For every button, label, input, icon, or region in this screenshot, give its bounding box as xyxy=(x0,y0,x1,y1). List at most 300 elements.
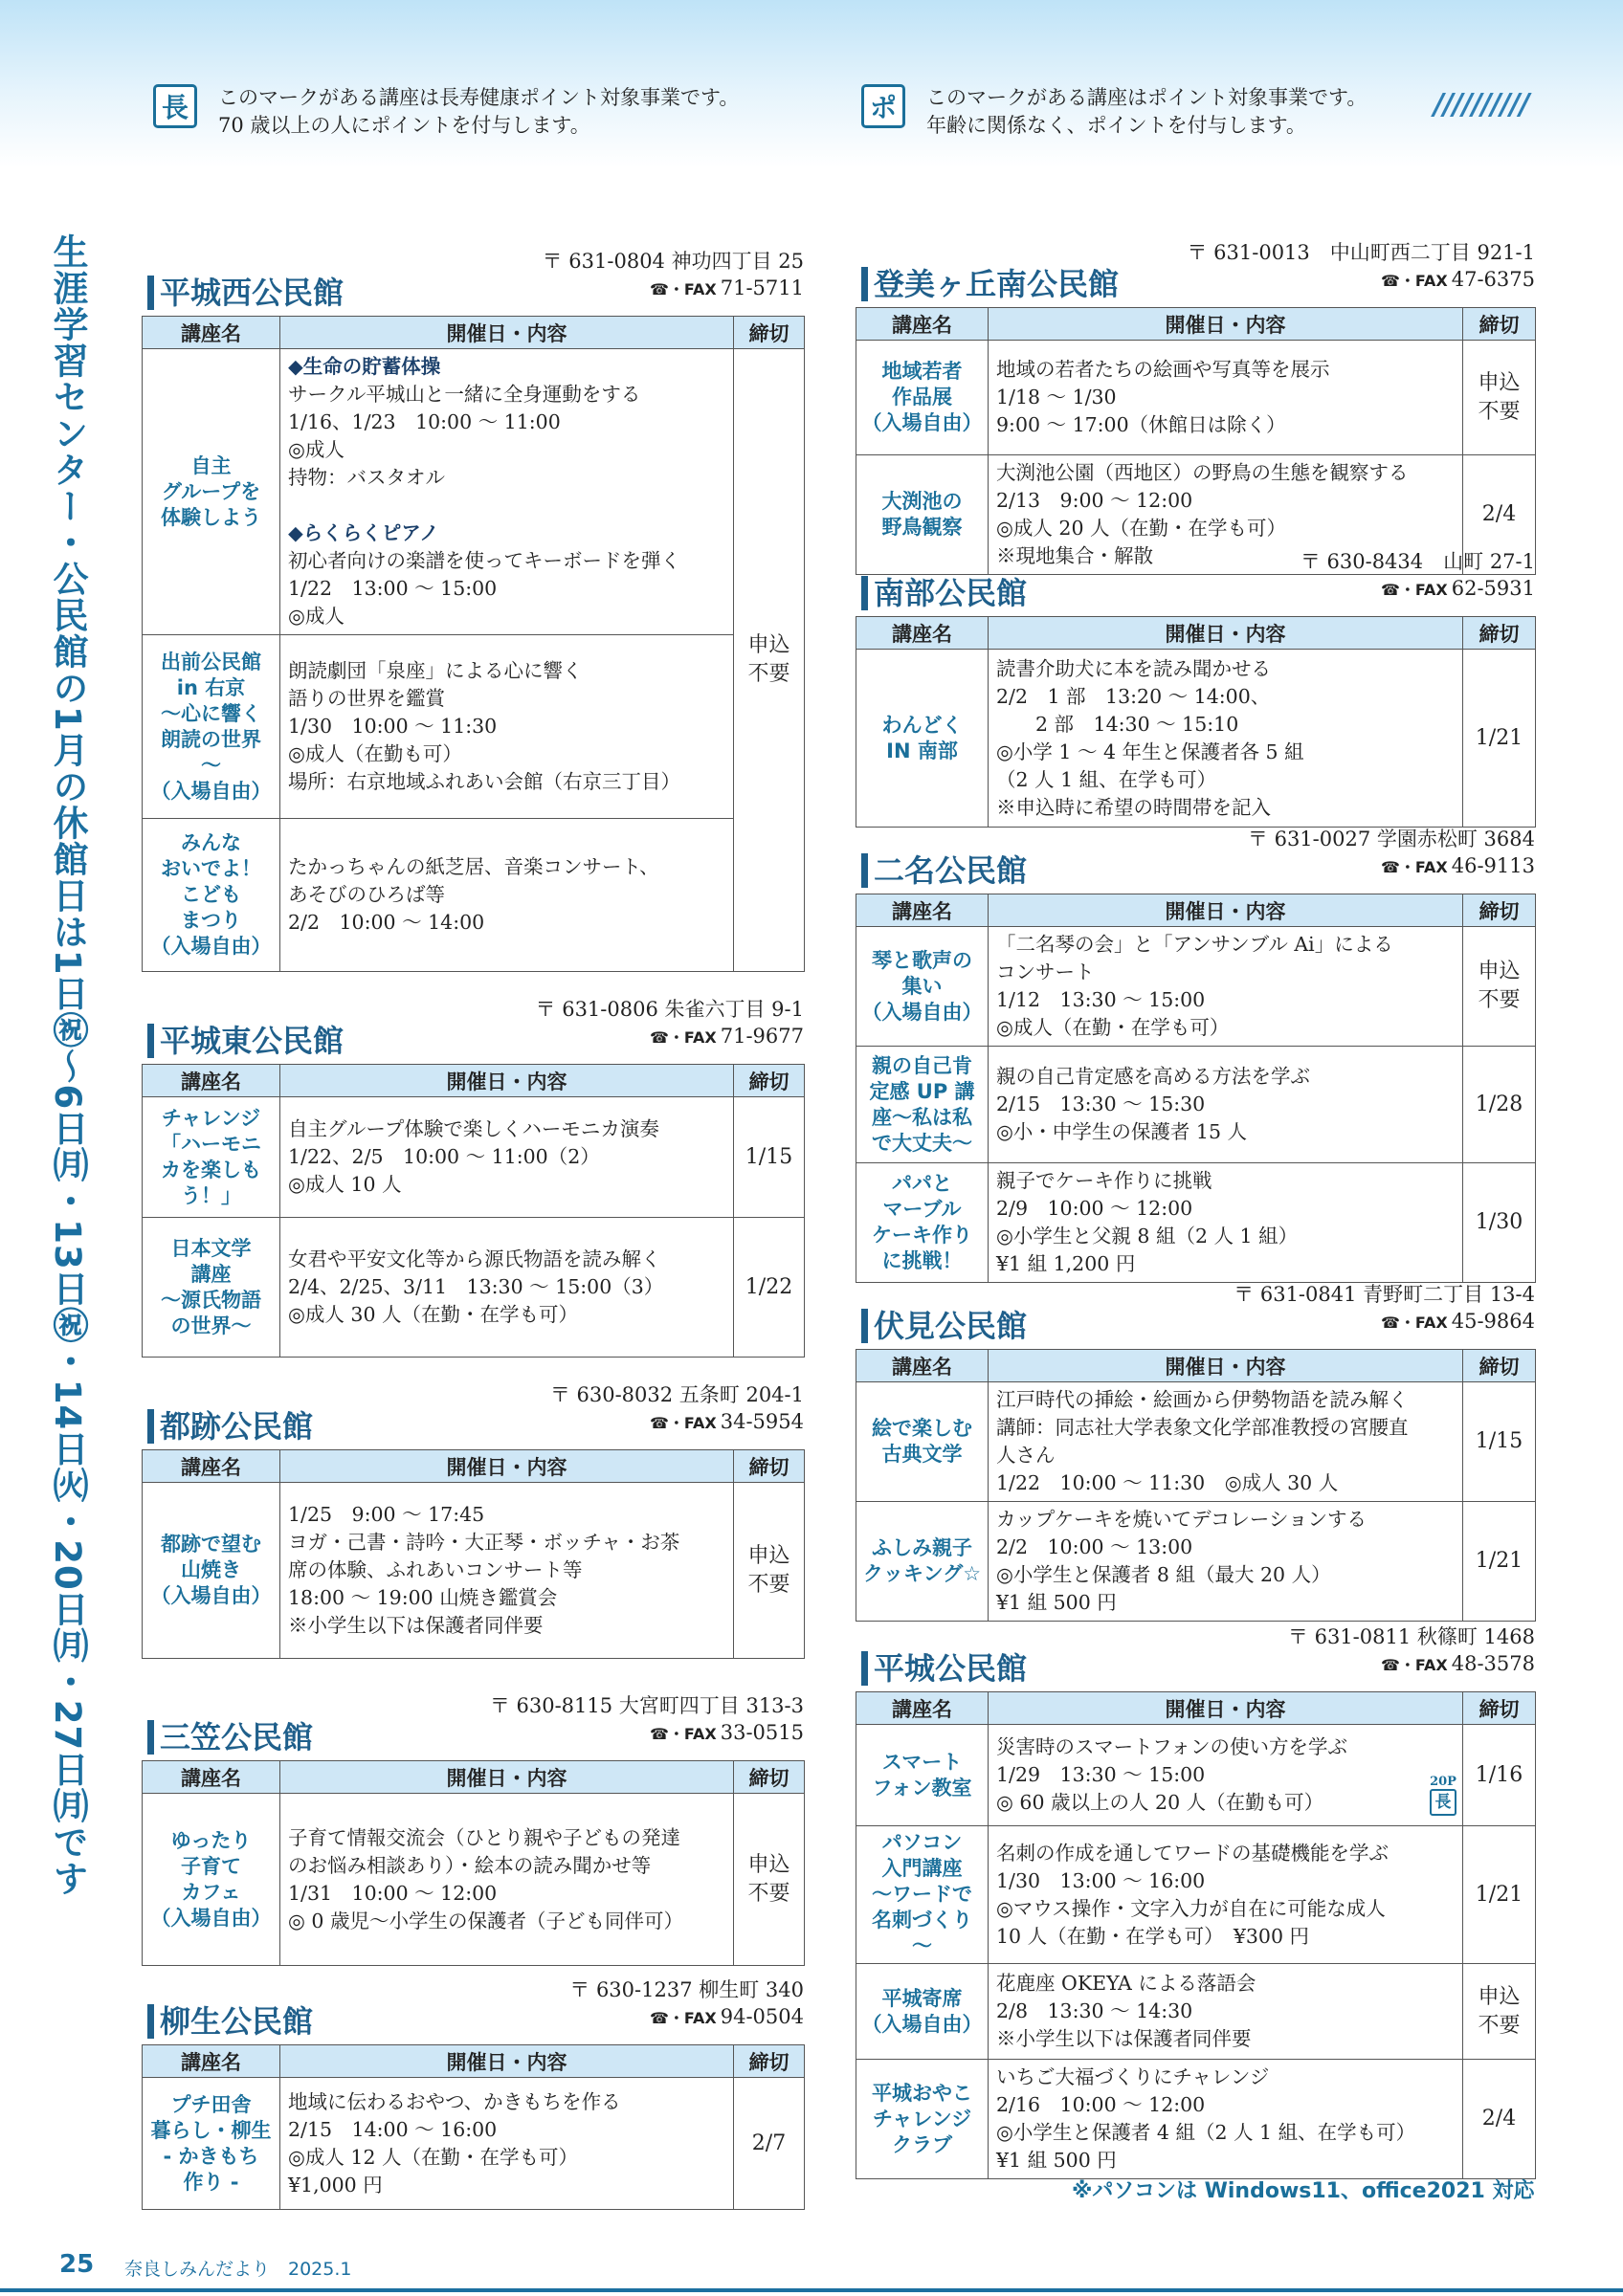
text-line: ◎小学生と保護者 8 組（最大 20 人） xyxy=(996,1563,1331,1586)
course-name xyxy=(143,1794,280,1966)
text-line: 集い xyxy=(901,974,943,998)
text-line: 山焼き xyxy=(181,1558,241,1581)
text-line: まつり xyxy=(181,909,241,932)
course-deadline xyxy=(1463,1382,1536,1502)
table-row xyxy=(143,635,805,819)
text-line: ◎ 60 歳以上の人 20 人（在勤も可） xyxy=(996,1791,1324,1814)
section-header xyxy=(142,1691,804,1760)
text-line: 朗読劇団「泉座」による心に響く xyxy=(288,659,583,682)
header-deadline: 締切 xyxy=(1463,308,1536,341)
text-line: カップケーキを焼いてデコレーションする xyxy=(996,1508,1367,1531)
text-line: ◎小学生と父親 8 組（2 人 1 組） xyxy=(996,1225,1299,1247)
header-course-name: 講座名 xyxy=(143,1761,280,1794)
text-line: 2/8 13:30 ～ 14:30 xyxy=(996,1999,1193,2022)
text-line: 江戸時代の挿絵・絵画から伊勢物語を読み解く xyxy=(996,1388,1409,1411)
table-row xyxy=(856,650,1536,828)
text-line: 2/2 10:00 ～ 14:00 xyxy=(288,911,485,934)
text-line: 座～私は私 xyxy=(872,1105,972,1129)
course-table xyxy=(142,1760,805,1966)
text-line: ¥1 組 500 円 xyxy=(996,2149,1117,2172)
legend-point-text xyxy=(926,84,1367,140)
text-line: 場所：右京地域ふれあい会館（右京三丁目） xyxy=(288,770,680,793)
text-line: 1/30 xyxy=(1475,1210,1523,1234)
header-deadline: 締切 xyxy=(734,317,805,349)
table-row xyxy=(143,819,805,972)
table-row xyxy=(143,349,805,635)
text-line: 災害時のスマートフォンの使い方を学ぶ xyxy=(996,1735,1347,1758)
section-header xyxy=(856,238,1535,307)
text-line: 不要 xyxy=(747,1572,790,1597)
text-line: 1/12 13:30 ～ 15:00 xyxy=(996,988,1206,1011)
table-row xyxy=(856,2060,1536,2179)
course-name xyxy=(143,1097,280,1218)
text-line: ◆生命の貯蓄体操 xyxy=(288,355,441,378)
section-tel xyxy=(1381,1651,1535,1678)
table-header-row xyxy=(143,1761,805,1794)
text-line: 1/16 xyxy=(1475,1762,1523,1787)
text-line: in 右京 xyxy=(176,675,246,699)
section-address: 〒 631-0013 中山町西二丁目 921-1 xyxy=(1187,241,1535,264)
header-date-content: 開催日・内容 xyxy=(989,1350,1463,1382)
text-line: ～心に響く xyxy=(161,701,261,725)
table-row xyxy=(143,2078,805,2210)
section-header xyxy=(856,825,1535,894)
center-section xyxy=(856,238,1535,575)
phone-fax-icon: ☎・FAX xyxy=(649,280,717,298)
text-line: 初心者向けの楽譜を使ってキーボードを弾く xyxy=(288,549,680,572)
course-deadline xyxy=(1463,650,1536,828)
header-date-content: 開催日・内容 xyxy=(280,1065,734,1097)
text-line: 2/15 13:30 ～ 15:30 xyxy=(996,1093,1206,1115)
section-address: 〒 631-0811 秋篠町 1468 xyxy=(1287,1625,1535,1648)
table-row xyxy=(143,1097,805,1218)
course-content xyxy=(989,1047,1463,1163)
text-line: 花鹿座 OKEYA による落語会 xyxy=(996,1972,1256,1995)
center-section xyxy=(856,547,1535,828)
text-line: あそびのひろば等 xyxy=(288,883,445,906)
text-line: 子育て xyxy=(181,1854,241,1878)
course-content xyxy=(989,341,1463,455)
center-section xyxy=(142,1380,804,1659)
text-line: クッキング☆ xyxy=(862,1562,982,1585)
text-line: 申込 xyxy=(1478,370,1521,395)
section-title: 三笠公民館 xyxy=(147,1720,313,1755)
course-name xyxy=(856,341,989,455)
text-line: 10 人（在勤・在学も可） ¥300 円 xyxy=(996,1924,1310,1948)
section-tel-number: 62-5931 xyxy=(1451,577,1535,600)
course-table xyxy=(856,1349,1536,1622)
table-row xyxy=(856,1964,1536,2060)
section-tel-number: 71-9677 xyxy=(720,1025,804,1048)
text-line: （入場自由） xyxy=(861,2012,983,2036)
section-tel-number: 47-6375 xyxy=(1451,268,1535,291)
header-date-content: 開催日・内容 xyxy=(280,1450,734,1483)
table-row xyxy=(856,1163,1536,1283)
course-deadline xyxy=(734,2078,805,2210)
table-row xyxy=(856,1502,1536,1622)
course-deadline xyxy=(1463,1502,1536,1622)
text-line: 定感 UP 講 xyxy=(869,1079,975,1103)
text-line: 2/7 xyxy=(751,2130,787,2155)
course-deadline xyxy=(734,1218,805,1358)
text-line: 1/30 13:00 ～ 16:00 xyxy=(996,1868,1206,1892)
text-line: う！」 xyxy=(181,1183,241,1207)
section-tel-number: 34-5954 xyxy=(720,1410,804,1433)
table-header-row xyxy=(856,308,1536,341)
text-line: 2/13 9:00 ～ 12:00 xyxy=(996,489,1193,512)
text-line: 不要 xyxy=(747,662,790,686)
text-line xyxy=(288,492,727,519)
section-tel xyxy=(1381,576,1535,603)
badge-points: 20P xyxy=(1430,1775,1456,1789)
course-deadline xyxy=(1463,1163,1536,1283)
table-row xyxy=(143,1794,805,1966)
text-line: おいでよ！ xyxy=(161,857,261,880)
text-line: ¥1 組 500 円 xyxy=(996,1591,1117,1614)
course-name xyxy=(143,1218,280,1358)
course-name xyxy=(856,1826,989,1964)
course-table xyxy=(142,316,805,972)
text-line: ◎成人 20 人（在勤・在学も可） xyxy=(996,517,1287,540)
text-line: 1/21 xyxy=(1475,1882,1523,1907)
text-line: 絵で楽しむ xyxy=(872,1417,972,1440)
text-line: 人さん xyxy=(996,1444,1056,1467)
course-table xyxy=(142,1064,805,1358)
text-line: 「ハーモニ xyxy=(161,1132,261,1156)
section-tel-number: 45-9864 xyxy=(1451,1310,1535,1333)
text-line: ～ワードで xyxy=(872,1883,972,1906)
text-line: 「二名琴の会」と「アンサンブル Ai」による xyxy=(996,933,1393,956)
course-deadline xyxy=(1463,2060,1536,2179)
table-header-row xyxy=(856,1350,1536,1382)
course-content xyxy=(280,1483,734,1659)
legend-point-line-1: このマークがある講座はポイント対象事業です。 xyxy=(926,86,1367,109)
text-line: 語りの世界を鑑賞 xyxy=(288,687,445,710)
course-content xyxy=(989,1826,1463,1964)
section-title: 柳生公民館 xyxy=(147,2004,313,2039)
header-deadline: 締切 xyxy=(1463,1692,1536,1725)
text-line: （入場自由） xyxy=(861,411,983,434)
choju-mark-icon: 長 xyxy=(1430,1789,1456,1816)
text-line: 朗読の世界 xyxy=(161,727,261,751)
legend-choju-text xyxy=(218,84,739,140)
text-line: 1/15 xyxy=(1475,1429,1523,1453)
course-table xyxy=(856,616,1536,828)
course-content xyxy=(280,2078,734,2210)
phone-fax-icon: ☎・FAX xyxy=(649,2009,717,2027)
legend-point-line-2: 年齢に関係なく、ポイントを付与します。 xyxy=(926,114,1306,137)
section-title: 登美ヶ丘南公民館 xyxy=(861,267,1119,301)
header-course-name: 講座名 xyxy=(856,617,989,650)
table-header-row xyxy=(143,1450,805,1483)
header-course-name: 講座名 xyxy=(143,317,280,349)
text-line: 古典文学 xyxy=(881,1443,963,1466)
text-line: 1/28 xyxy=(1475,1092,1523,1116)
text-line: 作品展 xyxy=(892,386,952,408)
text-line: いちご大福づくりにチャレンジ xyxy=(996,2065,1270,2088)
course-content xyxy=(280,1097,734,1218)
text-line: 2/9 10:00 ～ 12:00 xyxy=(996,1197,1193,1220)
text-line: 琴と歌声の xyxy=(872,948,972,972)
course-content xyxy=(989,650,1463,828)
course-name xyxy=(856,927,989,1047)
text-line: 読書介助犬に本を読み聞かせる xyxy=(996,656,1271,680)
table-header-row xyxy=(856,1692,1536,1725)
text-line: チャレンジ xyxy=(872,2107,972,2130)
text-line: フォン教室 xyxy=(872,1776,972,1799)
text-line: カを楽しも xyxy=(161,1158,261,1181)
decorative-slashes: ////////// xyxy=(1434,88,1529,121)
text-line: たかっちゃんの紙芝居、音楽コンサート、 xyxy=(288,855,659,878)
phone-fax-icon: ☎・FAX xyxy=(649,1414,717,1432)
table-header-row xyxy=(856,617,1536,650)
phone-fax-icon: ☎・FAX xyxy=(649,1028,717,1047)
text-line: 2/4、2/25、3/11 13:30 ～ 15:00（3） xyxy=(288,1275,664,1298)
course-content xyxy=(989,2060,1463,2179)
section-title: 南部公民館 xyxy=(861,576,1027,610)
section-tel xyxy=(650,276,804,302)
text-line: 申込 xyxy=(747,1543,790,1568)
header-course-name: 講座名 xyxy=(143,2045,280,2078)
text-line: 地域に伝わるおやつ、かきもちを作る xyxy=(288,2089,621,2113)
text-line: ◎マウス操作・文字入力が自在に可能な成人 xyxy=(996,1896,1386,1920)
text-line: 持物：バスタオル xyxy=(288,466,445,489)
text-line: で大丈夫～ xyxy=(872,1131,972,1155)
text-line: 講師：同志社大学表象文化学部准教授の宮腰直 xyxy=(996,1416,1409,1439)
section-tel-number: 33-0515 xyxy=(720,1721,804,1744)
section-tel-number: 46-9113 xyxy=(1451,854,1535,877)
text-line: 申込 xyxy=(747,1852,790,1877)
header-deadline: 締切 xyxy=(734,1450,805,1483)
phone-fax-icon: ☎・FAX xyxy=(1380,1656,1448,1674)
legend-choju-line-1: このマークがある講座は長寿健康ポイント対象事業です。 xyxy=(218,86,740,109)
text-line: （入場自由） xyxy=(150,779,272,803)
text-line: 不要 xyxy=(1478,399,1521,424)
text-line: こども xyxy=(181,883,241,906)
text-line: ◎成人（在勤・在学も可） xyxy=(996,1016,1230,1039)
section-tel xyxy=(1381,853,1535,880)
text-line: サークル平城山と一緒に全身運動をする xyxy=(288,383,641,406)
text-line: プチ田舎 xyxy=(170,2092,252,2116)
course-deadline xyxy=(1463,927,1536,1047)
course-content xyxy=(280,819,734,972)
text-line: ◎成人 12 人（在勤・在学も可） xyxy=(288,2145,579,2169)
text-line: ◎成人（在勤も可） xyxy=(288,742,462,765)
course-name xyxy=(856,1047,989,1163)
course-content xyxy=(280,349,734,635)
text-line: ヨガ・己書・詩吟・大正琴・ボッチャ・お茶 xyxy=(288,1531,680,1554)
course-table xyxy=(856,1691,1536,2179)
center-section xyxy=(142,1691,804,1966)
section-header xyxy=(856,1280,1535,1349)
text-line: 2/2 1 部 13:20 ～ 14:00、 xyxy=(996,684,1271,708)
table-row xyxy=(856,1047,1536,1163)
text-line: 親の自己肯 xyxy=(872,1053,972,1077)
table-row xyxy=(856,1826,1536,1964)
text-line: みんな xyxy=(181,831,241,854)
text-line: 席の体験、ふれあいコンサート等 xyxy=(288,1558,583,1581)
pc-note: ※パソコンは Windows11、office2021 対応 xyxy=(1072,2179,1535,2203)
course-name xyxy=(143,349,280,635)
header-course-name: 講座名 xyxy=(856,1692,989,1725)
section-title: 都跡公民館 xyxy=(147,1409,313,1444)
course-deadline-merged xyxy=(734,349,805,972)
table-header-row xyxy=(143,1065,805,1097)
bottom-rule xyxy=(0,2288,1623,2292)
header-course-name: 講座名 xyxy=(856,1350,989,1382)
text-line: 名刺の作成を通してワードの基礎機能を学ぶ xyxy=(996,1841,1389,1865)
text-line: 大渕池公園（西地区）の野鳥の生態を観察する xyxy=(996,461,1409,484)
text-line: 1/25 9:00 ～ 17:45 xyxy=(288,1503,485,1526)
course-name xyxy=(143,819,280,972)
section-tel xyxy=(650,2004,804,2031)
section-header xyxy=(142,1976,804,2044)
text-line: ◎成人 30 人（在勤・在学も可） xyxy=(288,1303,579,1326)
publication-name: 奈良しみんだより 2025.1 xyxy=(124,2259,352,2280)
section-address: 〒 631-0841 青野町二丁目 13-4 xyxy=(1234,1283,1535,1306)
section-tel xyxy=(1381,267,1535,294)
header-date-content: 開催日・内容 xyxy=(280,317,734,349)
section-address: 〒 630-8115 大宮町四丁目 313-3 xyxy=(489,1694,804,1717)
table-row xyxy=(143,1483,805,1659)
text-line: 1/21 xyxy=(1475,1549,1523,1573)
section-header xyxy=(142,1380,804,1449)
course-deadline xyxy=(734,1483,805,1659)
text-line: ◆らくらくピアノ xyxy=(288,521,439,544)
course-name xyxy=(143,635,280,819)
section-header xyxy=(856,547,1535,616)
text-line: 出前公民館 xyxy=(161,650,261,673)
text-line: （入場自由） xyxy=(150,935,272,958)
center-section xyxy=(142,1976,804,2210)
text-line: ¥1 組 1,200 円 xyxy=(996,1252,1136,1275)
text-line: ¥1,000 円 xyxy=(288,2173,383,2197)
text-line: ※小学生以下は保護者同伴要 xyxy=(288,1614,544,1637)
course-table xyxy=(856,894,1536,1283)
section-title: 二名公民館 xyxy=(861,853,1027,888)
text-line: 1/30 10:00 ～ 11:30 xyxy=(288,715,498,738)
text-line: 暮らし・柳生 xyxy=(150,2118,272,2142)
section-address: 〒 631-0806 朱雀六丁目 9-1 xyxy=(535,998,804,1021)
header-deadline: 締切 xyxy=(1463,617,1536,650)
text-line: 申込 xyxy=(1478,960,1521,983)
course-name xyxy=(856,1725,989,1826)
section-header xyxy=(856,1623,1535,1691)
course-name xyxy=(143,2078,280,2210)
text-line: ～ xyxy=(912,1934,932,1957)
text-line: 地域の若者たちの絵画や写真等を展示 xyxy=(996,358,1330,381)
course-content xyxy=(989,927,1463,1047)
header-date-content: 開催日・内容 xyxy=(280,2045,734,2078)
header-course-name: 講座名 xyxy=(856,308,989,341)
text-line: 1/22 10:00 ～ 11:30 ◎成人 30 人 xyxy=(996,1471,1339,1494)
text-line: ◎成人 xyxy=(288,438,345,461)
course-content xyxy=(280,1218,734,1358)
course-deadline xyxy=(1463,1725,1536,1826)
text-line: 大渕池の xyxy=(881,490,963,513)
text-line: ※申込時に希望の時間帯を記入 xyxy=(996,795,1271,819)
section-tel-number: 94-0504 xyxy=(720,2005,804,2028)
text-line: ◎成人 xyxy=(288,605,345,628)
choju-point-mark-icon: 長 xyxy=(153,84,197,128)
text-line: 不要 xyxy=(747,1881,790,1906)
course-deadline xyxy=(1463,341,1536,455)
center-section xyxy=(856,825,1535,1283)
text-line: マーブル xyxy=(882,1198,962,1221)
text-line: - かきもち xyxy=(163,2144,259,2168)
legend-point xyxy=(861,84,1367,140)
course-name xyxy=(856,650,989,828)
text-line: 不要 xyxy=(1478,988,1521,1012)
text-line: 平城おやこ xyxy=(872,2081,972,2105)
header-date-content: 開催日・内容 xyxy=(989,1692,1463,1725)
table-row xyxy=(856,341,1536,455)
course-name xyxy=(856,1964,989,2060)
text-line: 不要 xyxy=(1478,2013,1521,2038)
text-line: 親の自己肯定感を高める方法を学ぶ xyxy=(996,1065,1310,1088)
text-line: グループを xyxy=(161,479,261,503)
phone-fax-icon: ☎・FAX xyxy=(1380,581,1448,599)
course-content xyxy=(280,1794,734,1966)
section-address: 〒 630-8032 五条町 204-1 xyxy=(549,1383,804,1406)
text-line: （入場自由） xyxy=(150,1906,272,1930)
text-line: チャレンジ xyxy=(161,1106,261,1130)
text-line: 2/16 10:00 ～ 12:00 xyxy=(996,2093,1206,2116)
course-deadline xyxy=(1463,1964,1536,2060)
section-address: 〒 631-0027 学園赤松町 3684 xyxy=(1247,828,1535,850)
course-deadline xyxy=(1463,1047,1536,1163)
section-tel xyxy=(650,1409,804,1436)
course-content xyxy=(989,1163,1463,1283)
text-line: ◎成人 10 人 xyxy=(288,1173,402,1196)
text-line: 2 部 14:30 ～ 15:10 xyxy=(996,712,1239,736)
course-content xyxy=(989,1502,1463,1622)
header-date-content: 開催日・内容 xyxy=(280,1761,734,1794)
course-content xyxy=(989,1382,1463,1502)
course-deadline xyxy=(734,1794,805,1966)
text-line: パパと xyxy=(892,1172,952,1195)
course-name xyxy=(856,1163,989,1283)
phone-fax-icon: ☎・FAX xyxy=(649,1725,717,1743)
text-line: 体験しよう xyxy=(161,505,261,529)
text-line: 自主 xyxy=(190,453,232,477)
text-line: 1/22、2/5 10:00 ～ 11:00（2） xyxy=(288,1145,600,1168)
text-line: 女君や平安文化等から源氏物語を読み解く xyxy=(288,1247,661,1270)
course-name xyxy=(856,1502,989,1622)
text-line: ※小学生以下は保護者同伴要 xyxy=(996,2027,1252,2050)
legend-choju-line-2: 70 歳以上の人にポイントを付与します。 xyxy=(218,114,590,137)
header-deadline: 締切 xyxy=(734,1065,805,1097)
header-deadline: 締切 xyxy=(1463,894,1536,927)
text-line: コンサート xyxy=(996,960,1095,983)
course-name xyxy=(143,1483,280,1659)
table-row xyxy=(856,1725,1536,1826)
header-deadline: 締切 xyxy=(1463,1350,1536,1382)
course-deadline xyxy=(1463,1826,1536,1964)
text-line: ※現地集合・解散 xyxy=(996,544,1153,567)
section-tel xyxy=(1381,1309,1535,1336)
section-title: 平城公民館 xyxy=(861,1651,1027,1686)
section-address: 〒 630-8434 山町 27-1 xyxy=(1300,550,1535,573)
text-line: カフェ xyxy=(181,1880,241,1904)
table-header-row xyxy=(856,894,1536,927)
text-line: 1/31 10:00 ～ 12:00 xyxy=(288,1881,498,1905)
section-title: 平城西公民館 xyxy=(147,276,344,310)
text-line: 日本文学 xyxy=(170,1236,252,1260)
text-line: 入門講座 xyxy=(881,1857,963,1880)
text-line: の世界～ xyxy=(170,1314,252,1337)
text-line: 子育て情報交流会（ひとり親や子どもの発達 xyxy=(288,1825,680,1849)
